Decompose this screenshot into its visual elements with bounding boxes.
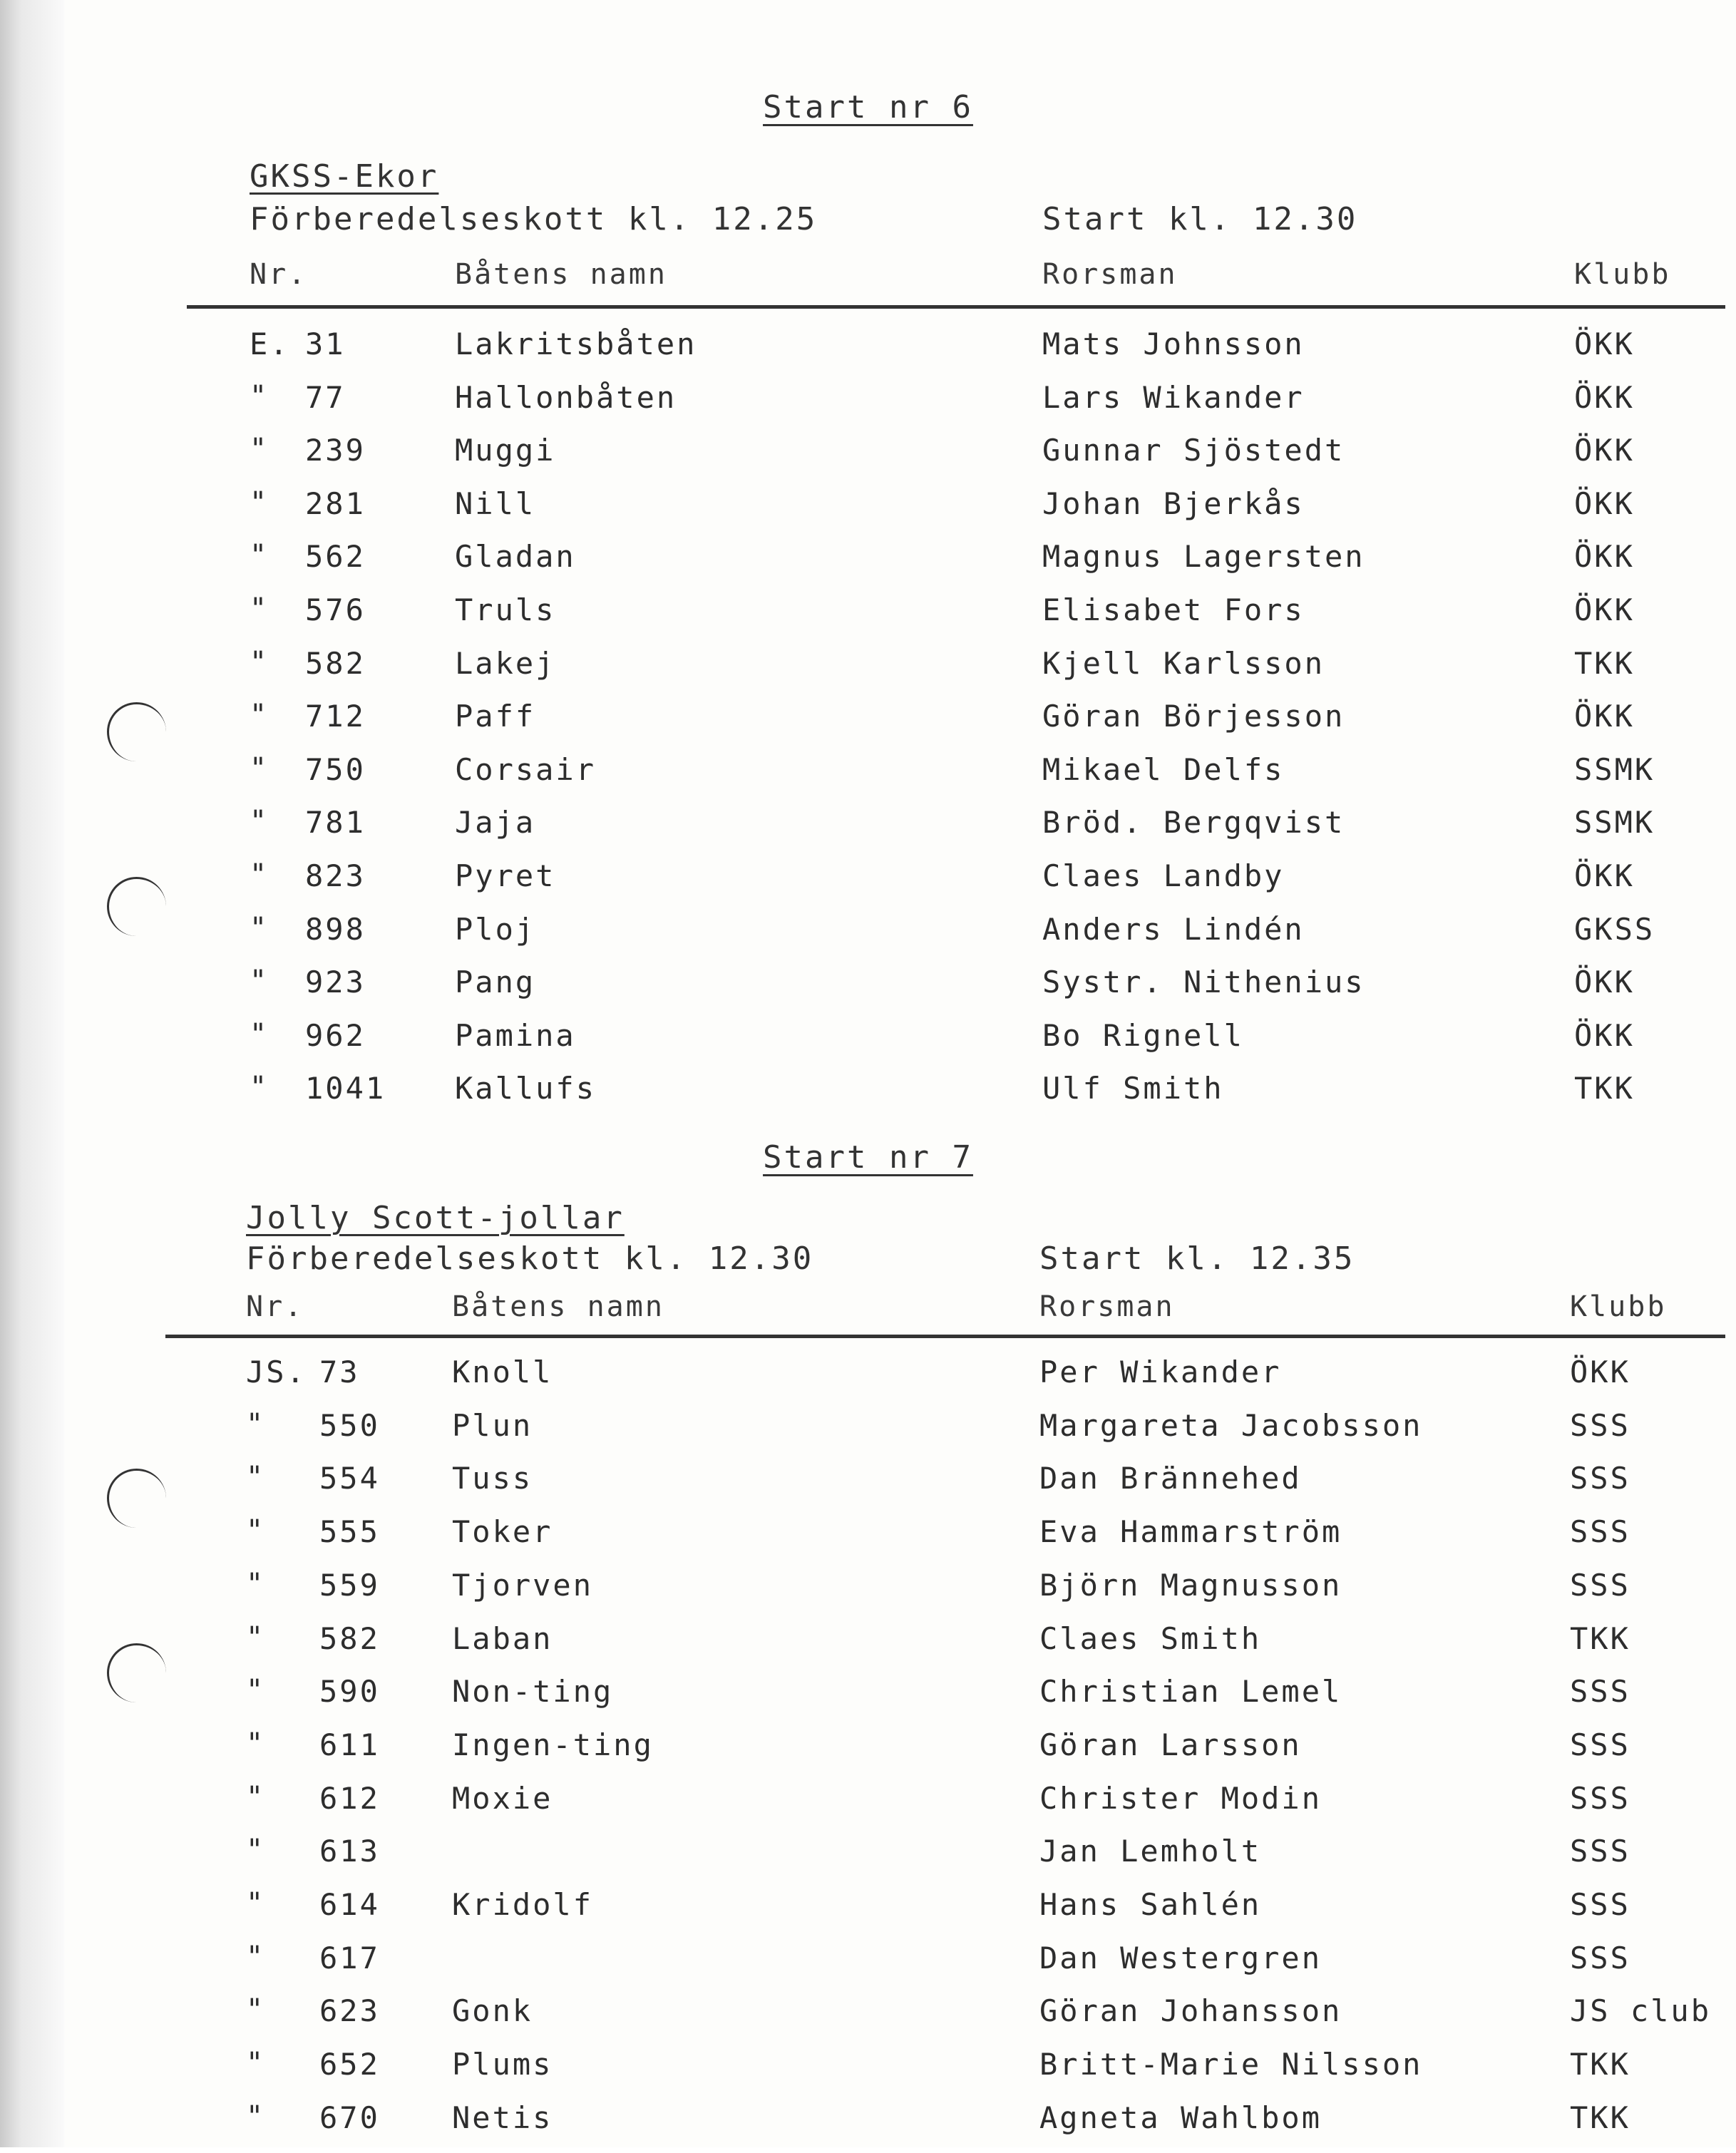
sail-prefix: " bbox=[246, 1780, 266, 1814]
sail-prefix: " bbox=[246, 1674, 266, 1707]
entry-row bbox=[0, 1887, 1736, 1940]
boat-name: Tjorven bbox=[452, 1567, 594, 1603]
helmsman-name: Mats Johnsson bbox=[1042, 327, 1305, 361]
sail-prefix: " bbox=[250, 1071, 269, 1104]
boat-name: Moxie bbox=[452, 1780, 553, 1816]
boat-name: Non-ting bbox=[452, 1674, 614, 1710]
boat-name: Pamina bbox=[455, 1017, 576, 1053]
sail-number: 576 bbox=[305, 592, 366, 627]
helmsman-name: Magnus Lagersten bbox=[1042, 539, 1365, 575]
club-code: ÖKK bbox=[1574, 965, 1635, 1000]
boat-name: Plun bbox=[452, 1407, 533, 1443]
boat-name: Muggi bbox=[455, 433, 556, 468]
boat-name: Kridolf bbox=[452, 1887, 594, 1922]
sail-prefix: " bbox=[246, 1727, 266, 1760]
sail-number: 1041 bbox=[305, 1071, 386, 1106]
start-time: Start kl. 12.30 bbox=[1042, 201, 1358, 237]
entry-row bbox=[0, 1941, 1736, 1993]
helmsman-name: Eva Hammarström bbox=[1039, 1514, 1342, 1550]
entry-row bbox=[0, 1781, 1736, 1834]
sail-number: 613 bbox=[319, 1834, 380, 1869]
sail-prefix: " bbox=[250, 805, 269, 838]
sail-number: 614 bbox=[319, 1887, 380, 1922]
header-rule bbox=[165, 1335, 1725, 1338]
sail-number: 962 bbox=[305, 1017, 366, 1053]
header-nr: Nr. bbox=[246, 1290, 304, 1323]
boat-name: Plums bbox=[452, 2047, 553, 2082]
boat-name: Lakritsbåten bbox=[455, 327, 697, 361]
sail-prefix: " bbox=[250, 433, 269, 466]
helmsman-name: Systr. Nithenius bbox=[1042, 965, 1365, 1000]
boat-name: Ploj bbox=[455, 911, 536, 947]
helmsman-name: Claes Landby bbox=[1042, 858, 1285, 893]
boat-name: Knoll bbox=[452, 1355, 553, 1389]
club-code: TKK bbox=[1570, 2100, 1630, 2135]
club-code: TKK bbox=[1574, 645, 1635, 681]
boat-name: Laban bbox=[452, 1620, 553, 1656]
sail-prefix: " bbox=[250, 699, 269, 732]
entry-row bbox=[0, 1018, 1736, 1071]
sail-prefix: " bbox=[250, 379, 269, 413]
entry-row bbox=[0, 2047, 1736, 2100]
club-code: ÖKK bbox=[1574, 433, 1635, 468]
club-code: SSS bbox=[1570, 1674, 1630, 1710]
helmsman-name: Björn Magnusson bbox=[1039, 1567, 1342, 1603]
entry-row bbox=[0, 752, 1736, 805]
entry-row bbox=[0, 965, 1736, 1017]
sail-prefix: JS. bbox=[246, 1355, 307, 1389]
sail-prefix: " bbox=[250, 539, 269, 572]
helmsman-name: Bo Rignell bbox=[1042, 1017, 1244, 1053]
club-code: SSS bbox=[1570, 1780, 1630, 1816]
club-code: ÖKK bbox=[1574, 327, 1635, 361]
club-code: ÖKK bbox=[1574, 539, 1635, 575]
boat-name: Kallufs bbox=[455, 1071, 597, 1106]
sail-number: 554 bbox=[319, 1461, 380, 1496]
sail-prefix: " bbox=[246, 1993, 266, 2027]
club-code: ÖKK bbox=[1574, 1017, 1635, 1053]
entry-row bbox=[0, 2100, 1736, 2153]
sail-prefix: " bbox=[250, 645, 269, 679]
helmsman-name: Dan Westergren bbox=[1039, 1940, 1322, 1975]
club-code: ÖKK bbox=[1574, 592, 1635, 627]
sail-prefix: " bbox=[250, 592, 269, 625]
sail-prefix: " bbox=[250, 911, 269, 945]
helmsman-name: Ulf Smith bbox=[1042, 1071, 1224, 1106]
header-helmsman: Rorsman bbox=[1042, 258, 1178, 291]
sail-prefix: " bbox=[246, 1620, 266, 1654]
boat-name: Netis bbox=[452, 2100, 553, 2135]
helmsman-name: Gunnar Sjöstedt bbox=[1042, 433, 1345, 468]
sail-prefix: " bbox=[246, 1514, 266, 1548]
start-6-heading: Start nr 6 bbox=[763, 89, 973, 125]
entry-row bbox=[0, 1674, 1736, 1727]
club-code: SSS bbox=[1570, 1567, 1630, 1603]
start-7-heading: Start nr 7 bbox=[763, 1139, 973, 1176]
sail-number: 612 bbox=[319, 1780, 380, 1816]
header-club: Klubb bbox=[1574, 258, 1671, 291]
club-code: SSS bbox=[1570, 1407, 1630, 1443]
sail-number: 623 bbox=[319, 1993, 380, 2029]
header-boat-name: Båtens namn bbox=[455, 258, 667, 291]
sail-number: 923 bbox=[305, 965, 366, 1000]
class-name: GKSS-Ekor bbox=[250, 158, 439, 195]
boat-name: Gladan bbox=[455, 539, 576, 575]
club-code: SSMK bbox=[1574, 751, 1655, 787]
boat-name: Toker bbox=[452, 1514, 553, 1550]
entry-row bbox=[0, 1727, 1736, 1780]
sail-number: 77 bbox=[305, 379, 346, 415]
entry-row bbox=[0, 699, 1736, 751]
helmsman-name: Jan Lemholt bbox=[1039, 1834, 1262, 1869]
boat-name: Corsair bbox=[455, 751, 597, 787]
sail-number: 550 bbox=[319, 1407, 380, 1443]
club-code: SSS bbox=[1570, 1727, 1630, 1762]
entry-row bbox=[0, 539, 1736, 592]
club-code: ÖKK bbox=[1574, 379, 1635, 415]
entry-row bbox=[0, 805, 1736, 858]
sail-prefix: " bbox=[246, 1940, 266, 1973]
header-boat-name: Båtens namn bbox=[452, 1290, 664, 1323]
entry-row bbox=[0, 1355, 1736, 1407]
helmsman-name: Kjell Karlsson bbox=[1042, 645, 1325, 681]
helmsman-name: Christer Modin bbox=[1039, 1780, 1322, 1816]
sail-number: 670 bbox=[319, 2100, 380, 2135]
club-code: ÖKK bbox=[1574, 699, 1635, 734]
helmsman-name: Christian Lemel bbox=[1039, 1674, 1342, 1710]
sail-prefix: " bbox=[246, 1461, 266, 1494]
preparatory-signal-time: Förberedelseskott kl. 12.30 bbox=[246, 1240, 814, 1277]
sail-prefix: E. bbox=[250, 327, 290, 361]
sail-number: 281 bbox=[305, 485, 366, 521]
entry-row bbox=[0, 380, 1736, 433]
entry-row bbox=[0, 1408, 1736, 1461]
helmsman-name: Hans Sahlén bbox=[1039, 1887, 1262, 1922]
entry-row bbox=[0, 1514, 1736, 1567]
sail-prefix: " bbox=[250, 751, 269, 785]
boat-name: Truls bbox=[455, 592, 556, 627]
sail-number: 559 bbox=[319, 1567, 380, 1603]
sail-number: 582 bbox=[305, 645, 366, 681]
boat-name: Jaja bbox=[455, 805, 536, 841]
entry-row bbox=[0, 858, 1736, 911]
club-code: SSS bbox=[1570, 1514, 1630, 1550]
helmsman-name: Göran Johansson bbox=[1039, 1993, 1342, 2029]
club-code: TKK bbox=[1570, 2047, 1630, 2082]
class-name: Jolly Scott-jollar bbox=[246, 1200, 625, 1236]
entry-row bbox=[0, 1834, 1736, 1886]
header-rule bbox=[187, 305, 1725, 309]
sail-prefix: " bbox=[246, 1887, 266, 1920]
start-time: Start kl. 12.35 bbox=[1039, 1240, 1355, 1277]
boat-name: Gonk bbox=[452, 1993, 533, 2029]
sail-prefix: " bbox=[246, 1834, 266, 1867]
sail-prefix: " bbox=[246, 1407, 266, 1441]
club-code: SSS bbox=[1570, 1461, 1630, 1496]
entry-row bbox=[0, 592, 1736, 645]
sail-prefix: " bbox=[246, 2047, 266, 2080]
club-code: TKK bbox=[1574, 1071, 1635, 1106]
club-code: ÖKK bbox=[1570, 1355, 1630, 1389]
helmsman-name: Dan Brännehed bbox=[1039, 1461, 1302, 1496]
sail-number: 73 bbox=[319, 1355, 360, 1389]
boat-name: Pyret bbox=[455, 858, 556, 893]
club-code: SSS bbox=[1570, 1940, 1630, 1975]
header-nr: Nr. bbox=[250, 258, 308, 291]
entry-row bbox=[0, 486, 1736, 539]
boat-name: Nill bbox=[455, 485, 536, 521]
sail-number: 781 bbox=[305, 805, 366, 841]
sail-prefix: " bbox=[250, 965, 269, 998]
entry-row bbox=[0, 433, 1736, 485]
sail-number: 582 bbox=[319, 1620, 380, 1656]
sail-prefix: " bbox=[250, 858, 269, 891]
boat-name: Pang bbox=[455, 965, 536, 1000]
sail-number: 750 bbox=[305, 751, 366, 787]
header-club: Klubb bbox=[1570, 1290, 1667, 1323]
sail-number: 652 bbox=[319, 2047, 380, 2082]
sail-prefix: " bbox=[250, 1017, 269, 1051]
boat-name: Paff bbox=[455, 699, 536, 734]
preparatory-signal-time: Förberedelseskott kl. 12.25 bbox=[250, 201, 818, 237]
boat-name: Hallonbåten bbox=[455, 379, 677, 415]
helmsman-name: Per Wikander bbox=[1039, 1355, 1282, 1389]
helmsman-name: Bröd. Bergqvist bbox=[1042, 805, 1345, 841]
club-code: ÖKK bbox=[1574, 858, 1635, 893]
helmsman-name: Anders Lindén bbox=[1042, 911, 1305, 947]
helmsman-name: Britt-Marie Nilsson bbox=[1039, 2047, 1423, 2082]
boat-name: Ingen-ting bbox=[452, 1727, 654, 1762]
sail-number: 555 bbox=[319, 1514, 380, 1550]
sail-prefix: " bbox=[250, 485, 269, 519]
header-helmsman: Rorsman bbox=[1039, 1290, 1175, 1323]
entry-row bbox=[0, 646, 1736, 699]
entry-row bbox=[0, 1993, 1736, 2046]
boat-name: Tuss bbox=[452, 1461, 533, 1496]
sail-prefix: " bbox=[246, 2100, 266, 2133]
club-code: ÖKK bbox=[1574, 485, 1635, 521]
entry-row bbox=[0, 912, 1736, 965]
club-code: TKK bbox=[1570, 1620, 1630, 1656]
club-code: SSS bbox=[1570, 1834, 1630, 1869]
sail-number: 31 bbox=[305, 327, 346, 361]
sail-number: 590 bbox=[319, 1674, 380, 1710]
helmsman-name: Göran Larsson bbox=[1039, 1727, 1302, 1762]
sail-number: 239 bbox=[305, 433, 366, 468]
sail-number: 823 bbox=[305, 858, 366, 893]
sail-prefix: " bbox=[246, 1567, 266, 1600]
sail-number: 898 bbox=[305, 911, 366, 947]
club-code: JS club bbox=[1570, 1993, 1712, 2029]
club-code: GKSS bbox=[1574, 911, 1655, 947]
boat-name: Lakej bbox=[455, 645, 556, 681]
sail-number: 562 bbox=[305, 539, 366, 575]
helmsman-name: Mikael Delfs bbox=[1042, 751, 1285, 787]
sail-number: 712 bbox=[305, 699, 366, 734]
club-code: SSMK bbox=[1574, 805, 1655, 841]
helmsman-name: Johan Bjerkås bbox=[1042, 485, 1305, 521]
entry-row bbox=[0, 1071, 1736, 1124]
helmsman-name: Agneta Wahlbom bbox=[1039, 2100, 1322, 2135]
sail-number: 617 bbox=[319, 1940, 380, 1975]
entry-row bbox=[0, 1461, 1736, 1514]
club-code: SSS bbox=[1570, 1887, 1630, 1922]
helmsman-name: Lars Wikander bbox=[1042, 379, 1305, 415]
entry-row bbox=[0, 1568, 1736, 1620]
entry-row bbox=[0, 1621, 1736, 1674]
helmsman-name: Margareta Jacobsson bbox=[1039, 1407, 1423, 1443]
helmsman-name: Elisabet Fors bbox=[1042, 592, 1305, 627]
helmsman-name: Claes Smith bbox=[1039, 1620, 1262, 1656]
helmsman-name: Göran Börjesson bbox=[1042, 699, 1345, 734]
entry-row bbox=[0, 327, 1736, 379]
sail-number: 611 bbox=[319, 1727, 380, 1762]
